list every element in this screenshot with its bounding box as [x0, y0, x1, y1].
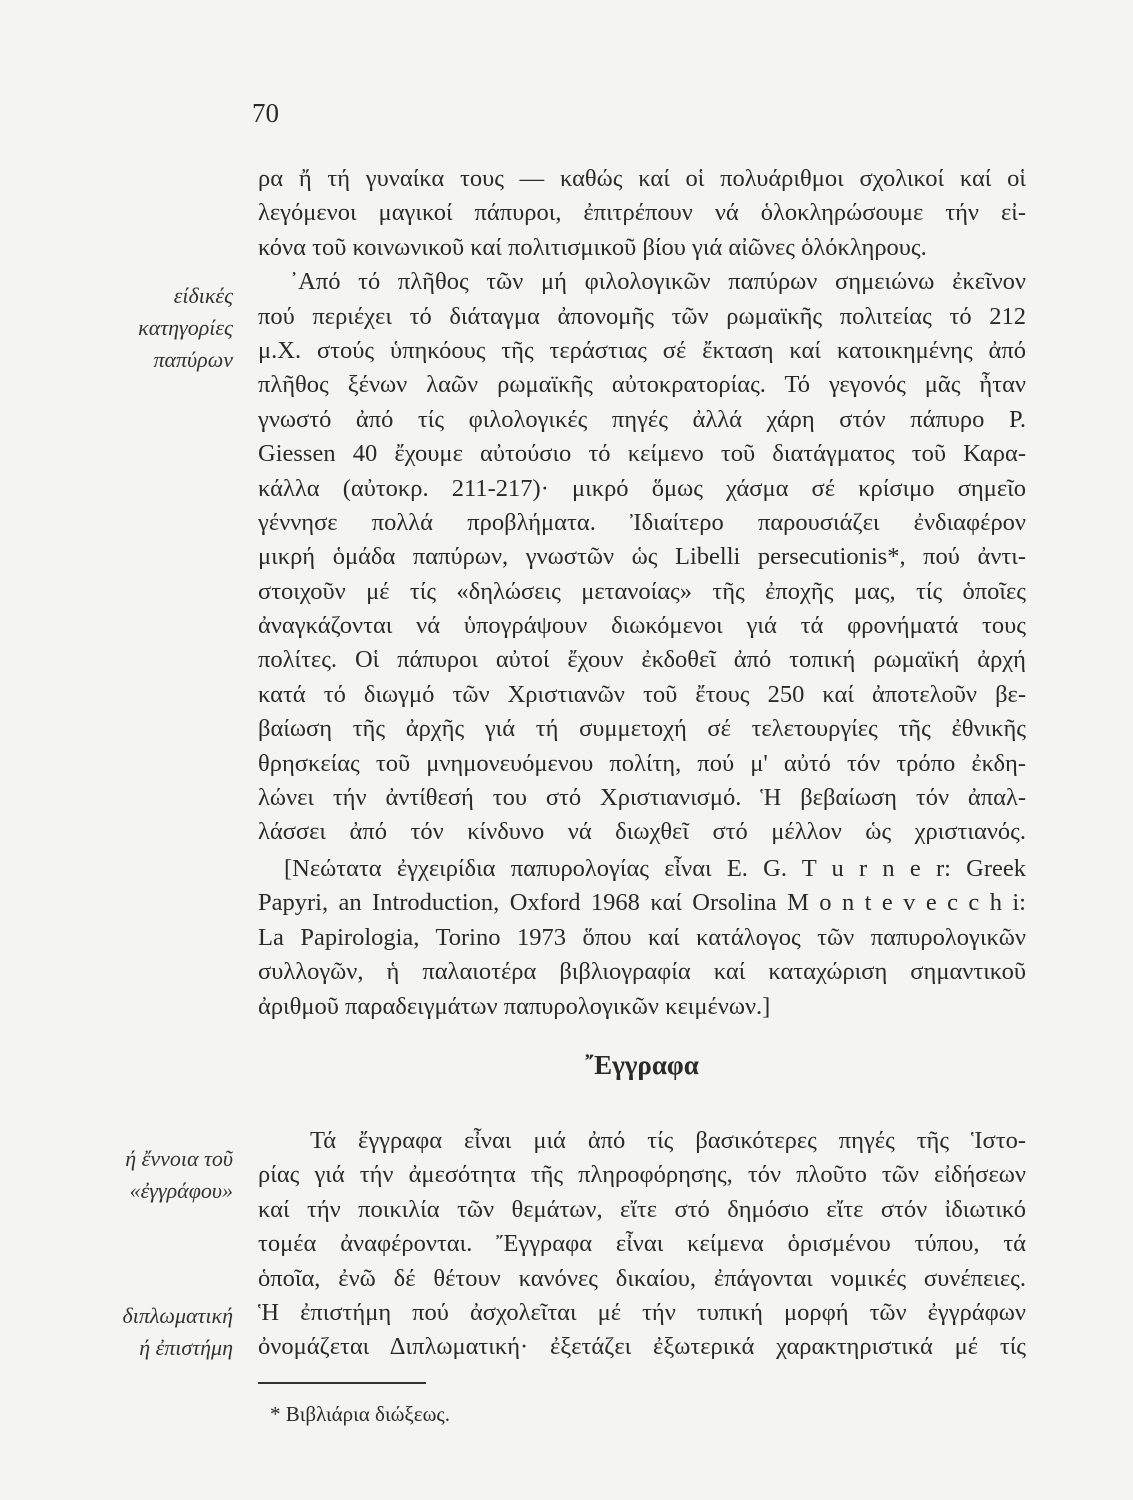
footnote: * Βιβλιάρια διώξεως.	[270, 1402, 450, 1426]
text-line: ᾿Από τό πλῆθος τῶν μή φιλολογικῶν παπύρων σημειώνω ἐκεῖνον	[290, 268, 1026, 296]
text-line: λώνει τήν ἀντίθεσή του στό Χριστιανισμό. Ἡ βεβαίωση τόν ἀπαλ-	[258, 784, 1026, 812]
text-line: Giessen 40 ἔχουμε αὐτούσιο τό κείμενο τοῦ διατάγματος τοῦ Καρα-	[258, 440, 1026, 468]
text-line: γνωστό ἀπό τίς φιλολογικές πηγές ἀλλά χάρη στόν πάπυρο P.	[258, 405, 1026, 433]
text-line: κάλλα (αὐτοκρ. 211-217)· μικρό ὅμως χάσμα σέ κρίσιμο σημεῖο	[258, 474, 1026, 502]
text-line: συλλογῶν, ἡ παλαιοτέρα βιβλιογραφία καί καταχώριση σημαντικοῦ	[258, 958, 1026, 986]
text-line: ὁποῖα, ἐνῶ δέ θέτουν κανόνες δικαίου, ἐπάγονται νομικές συνέπειες.	[258, 1264, 1026, 1292]
text-line: καί τήν ποικιλία τῶν θεμάτων, εἴτε στό δημόσιο εἴτε στόν ἰδιωτικό	[258, 1195, 1026, 1223]
text-line: γέννησε πολλά προβλήματα. Ἰδιαίτερο παρουσιάζει ἐνδιαφέρον	[258, 508, 1026, 536]
text-line: ὀνομάζεται Διπλωματική· ἐξετάζει ἐξωτερικά χαρακτηριστικά μέ τίς	[258, 1333, 1026, 1361]
text-line: ρα ἤ τή γυναίκα τους — καθώς καί οἱ πολυάριθμοι σχολικοί καί οἱ	[258, 165, 1026, 192]
text-line: [Νεώτατα ἐγχειρίδια παπυρολογίας εἶναι E. G. T u r n e r: Greek	[284, 855, 1026, 882]
text-line: στοιχοῦν μέ τίς «δηλώσεις μετανοίας» τῆς ἐποχῆς μας, τίς ὁποῖες	[258, 577, 1026, 605]
margin-note-special-categories	[83, 280, 233, 376]
text-line: Papyri, an Introduction, Oxford 1968 καί Orsolina M o n t e v e c c h i:	[258, 889, 1026, 917]
text-line: La Papirologia, Torino 1973 ὅπου καί κατάλογος τῶν παπυρολογικῶν	[258, 923, 1026, 951]
footnote-divider	[258, 1382, 426, 1384]
text-line: ρίας γιά τήν ἀμεσότητα τῆς πληροφόρησης, τόν πλοῦτο τῶν εἰδήσεων	[258, 1161, 1026, 1189]
text-line: Ἡ ἐπιστήμη πού ἀσχολεῖται μέ τήν τυπική μορφή τῶν ἐγγράφων	[258, 1298, 1026, 1326]
text-line: πού περιέχει τό διάταγμα ἀπονομῆς τῶν ρωμαϊκῆς πολιτείας τό 212	[258, 302, 1026, 330]
margin-note-line: ή ἐπιστήμη	[139, 1335, 233, 1360]
text-line: λεγόμενοι μαγικοί πάπυροι, ἐπιτρέπουν νά ὁλοκληρώσουμε τήν εἰ-	[258, 199, 1026, 227]
bibliography-note	[258, 852, 1026, 1024]
text-line: λάσσει ἀπό τόν κίνδυνο νά διωχθεῖ στό μέλλον ὡς χριστιανός.	[258, 818, 1026, 846]
documents-paragraph	[258, 1124, 1026, 1365]
margin-note-line: «ἐγγράφου»	[129, 1178, 233, 1203]
page-number: 70	[252, 98, 279, 128]
text-line: Τά ἔγγραφα εἶναι μιά ἀπό τίς βασικότερες πηγές τῆς Ἱστο-	[310, 1127, 1026, 1154]
text-line: κόνα τοῦ κοινωνικοῦ καί πολιτισμικοῦ βίου γιά αἰῶνες ὁλόκληρους.	[258, 233, 927, 261]
text-line: πολίτες. Οἱ πάπυροι αὐτοί ἔχουν ἐκδοθεῖ ἀπό τοπική ρωμαϊκή ἀρχή	[258, 646, 1026, 674]
text-line: πλῆθος ξένων λαῶν ρωμαϊκῆς αὐτοκρατορίας. Τό γεγονός μᾶς ἦταν	[258, 371, 1026, 399]
text-line: θρησκείας τοῦ μνημονευόμενου πολίτη, πού μ' αὐτό τόν τρόπο ἐκδη-	[258, 749, 1026, 777]
margin-note-line: ή ἔννοια τοῦ	[125, 1146, 233, 1171]
text-line: βαίωση τῆς ἀρχῆς γιά τή συμμετοχή σέ τελετουργίες τῆς ἐθνικῆς	[258, 715, 1026, 743]
margin-note-diplomatics	[83, 1300, 233, 1364]
section-heading: ῎Εγγραφα	[585, 1050, 699, 1080]
text-line: μ.Χ. στούς ὑπηκόους τῆς τεράστιας σέ ἔκταση καί κατοικημένης ἀπό	[258, 336, 1026, 364]
margin-note-line: κατηγορίες	[138, 315, 233, 340]
text-line: κατά τό διωγμό τῶν Χριστιανῶν τοῦ ἔτους 250 καί ἀποτελοῦν βε-	[258, 680, 1026, 708]
text-line: ἀναγκάζονται νά ὑπογράψουν διωκόμενοι γιά τά φρονήματά τους	[258, 612, 1026, 640]
margin-note-line: διπλωματική	[122, 1303, 233, 1328]
margin-note-document-concept	[83, 1143, 233, 1207]
margin-note-line: είδικές	[173, 283, 233, 308]
text-line: μικρή ὁμάδα παπύρων, γνωστῶν ὡς Libelli persecutionis*, πού ἀντι-	[258, 543, 1026, 571]
main-text	[258, 162, 1026, 850]
text-line: ἀριθμοῦ παραδειγμάτων παπυρολογικῶν κειμένων.]	[258, 992, 771, 1020]
text-line: τομέα ἀναφέρονται. Ἔγγραφα εἶναι κείμενα ὁρισμένου τύπου, τά	[258, 1230, 1026, 1258]
margin-note-line: παπύρων	[153, 347, 233, 372]
